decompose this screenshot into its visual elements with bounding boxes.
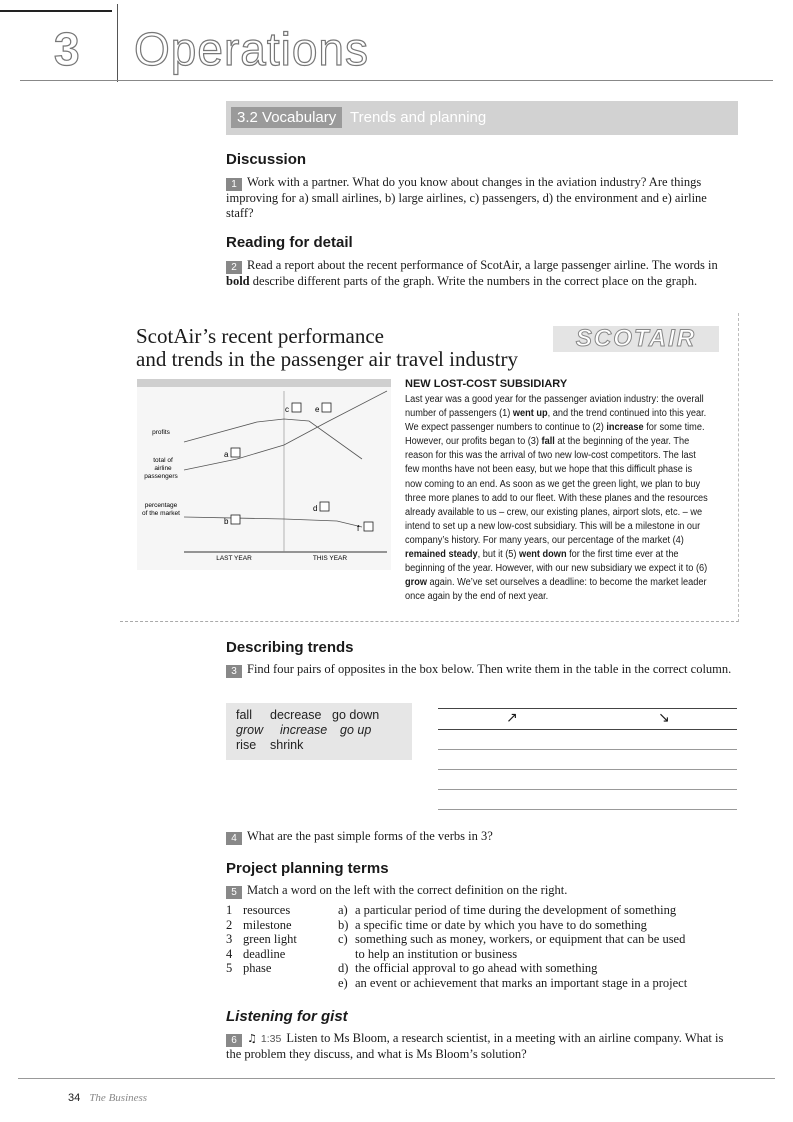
label-market-2: of the market	[142, 510, 180, 517]
listening-text	[226, 1031, 736, 1062]
table-answer-line[interactable]	[438, 809, 737, 810]
exercise-number: 3	[226, 665, 242, 678]
exercise-instruction: Match a word on the left with the correct definition on the right.	[247, 883, 568, 897]
word: rise	[236, 738, 257, 752]
track-number: 1:35	[260, 1033, 282, 1045]
article-keyword: increase	[606, 422, 644, 434]
down-arrow-icon: ↘	[658, 710, 670, 726]
term-item: 4 deadline	[226, 946, 286, 961]
chapter-number: 3	[54, 23, 80, 75]
article-title	[136, 325, 556, 371]
discussion-text	[226, 175, 736, 221]
exercise-instruction: Work with a partner. What do you know about changes in the aviation industry? Are things improving for a) small airlines, b) large airlines, c) passengers, d) the environment and e) airline staff?	[226, 175, 707, 220]
label-market-1: percentage	[144, 502, 178, 509]
exercise-number: 6	[226, 1034, 242, 1047]
audio-icon[interactable]: ♫	[247, 1032, 257, 1045]
article-text: , and the trend continued into this year. We expect passenger numbers to continue to (2)	[405, 408, 707, 434]
table-answer-line[interactable]	[438, 789, 737, 790]
table-top-rule	[438, 708, 737, 709]
label-passengers-2: airline	[154, 465, 172, 472]
x-label-this-year: THIS YEAR	[312, 555, 348, 562]
term-item: 2 milestone	[226, 917, 292, 932]
exercise-instruction: What are the past simple forms of the verbs in 3?	[247, 829, 493, 843]
performance-graph	[137, 387, 391, 570]
exercise-number: 1	[226, 178, 242, 191]
article-body	[405, 393, 709, 604]
article-title-line: ScotAir’s recent performance	[136, 324, 385, 348]
article-title-line: and trends in the passenger air travel industry	[136, 347, 518, 371]
label-profits: profits	[152, 429, 170, 436]
word: shrink	[270, 738, 304, 752]
exercise-instruction: Listen to Ms Bloom, a research scientist, in a meeting with an airline company. What is the problem they discuss, and what is Ms Bloom’s solution?	[226, 1031, 724, 1061]
footer-rule	[18, 1078, 775, 1079]
exercise-instruction: Find four pairs of opposites in the box below. Then write them in the table in the correct column.	[247, 662, 732, 676]
box-label-b: b	[224, 517, 229, 526]
section-banner	[226, 101, 738, 135]
article-text: at the beginning of the year. The reason for this was the arrival of two new low-cost competitors. The last few months have not been easy, but we hope that this difficult phase is now coming to an end. As soon as we get the green light, we plan to buy three more planes to add to our fleet. With these planes and the resources already available to us – crew, our existing planes, airport slots, etc. – we intend to set up a new low-cost subsidiary. This will be a milestone in our company’s history. For many years, our percentage of the market (4)	[405, 436, 708, 546]
article-headline: NEW LOST-COST SUBSIDIARY	[405, 378, 568, 390]
definition-item: c) something such as money, workers, or equipment that can be used	[338, 932, 686, 947]
article-text: Last year was a good year for the passenger aviation industry: the overall number of passengers (1)	[405, 394, 704, 420]
box-label-e: e	[315, 405, 320, 414]
word-box	[226, 703, 412, 760]
box-label-f: f	[357, 524, 360, 533]
listening-heading: Listening for gist	[226, 1008, 348, 1025]
answer-box-b	[231, 515, 240, 524]
word: grow	[236, 723, 264, 737]
question-4	[226, 829, 736, 845]
article-keyword: remained steady	[405, 549, 478, 561]
answer-box-a	[231, 448, 240, 457]
label-passengers-1: total of	[153, 457, 173, 464]
chapter-title: Operations	[134, 23, 370, 75]
definition-item: to help an institution or business	[355, 946, 518, 961]
article-text: , but it (5)	[477, 549, 520, 561]
exercise-number: 5	[226, 886, 242, 899]
article-keyword: went down	[519, 549, 567, 561]
reading-text	[226, 258, 736, 289]
header-baseline	[20, 80, 773, 81]
answer-box-c	[292, 403, 301, 412]
term-item: 1 resources	[226, 903, 291, 917]
article-keyword: went up	[512, 408, 548, 420]
scotair-logo: SCOTAIR	[553, 326, 719, 352]
header-rule	[0, 10, 112, 12]
word: go down	[332, 708, 380, 722]
instruction-bold: bold	[226, 274, 250, 288]
word: go up	[340, 723, 372, 737]
book-title: The Business	[89, 1092, 148, 1104]
article-text: for some time. However, our profits began to (3)	[405, 422, 705, 448]
describing-heading: Describing trends	[226, 639, 354, 656]
reading-heading: Reading for detail	[226, 234, 353, 251]
article-text: for the first time ever at the beginning of the year. However, with our new subsidiary we expect it to (6)	[405, 549, 708, 575]
table-answer-line[interactable]	[438, 769, 737, 770]
article-keyword: grow	[405, 577, 427, 589]
box-label-a: a	[224, 450, 229, 459]
article-keyword: fall	[541, 436, 555, 448]
box-label-c: c	[285, 405, 289, 414]
project-text	[226, 883, 736, 899]
page-number: 34	[68, 1092, 81, 1104]
discussion-heading: Discussion	[226, 151, 307, 168]
table-answer-line[interactable]	[438, 749, 737, 750]
word: decrease	[270, 708, 322, 722]
section-label: 3.2 Vocabulary	[231, 107, 342, 128]
term-item: 5 phase	[226, 961, 272, 976]
exercise-number: 2	[226, 261, 242, 274]
word: increase	[280, 723, 328, 737]
instruction-part: describe different parts of the graph. Write the numbers in the correct place on the graph.	[249, 274, 698, 288]
x-label-last-year: LAST YEAR	[216, 555, 252, 562]
word: fall	[236, 708, 252, 722]
project-heading: Project planning terms	[226, 860, 389, 877]
term-list	[226, 903, 297, 976]
table-header-rule	[438, 729, 737, 730]
section-topic: Trends and planning	[350, 109, 487, 126]
definition-item: b) a specific time or date by which you have to do something	[338, 917, 647, 932]
box-label-d: d	[313, 504, 318, 513]
graph-header-bar	[137, 379, 391, 387]
definition-list	[338, 903, 738, 991]
answer-box-f	[364, 522, 373, 531]
up-arrow-icon: ↗	[506, 710, 518, 726]
definition-item: a) a particular period of time during the development of something	[338, 903, 677, 917]
answer-box-d	[320, 502, 329, 511]
definition-item: d) the official approval to go ahead with something	[338, 961, 598, 976]
describing-text	[226, 662, 736, 678]
header-divider	[117, 4, 118, 82]
label-passengers-3: passengers	[144, 473, 178, 480]
article-text: again. We’ve set ourselves a deadline: to become the market leader once again by the end of next year.	[405, 577, 707, 603]
term-item: 3 green light	[226, 932, 297, 947]
answer-box-e	[322, 403, 331, 412]
footer	[68, 1092, 147, 1104]
instruction-part: Read a report about the recent performance of ScotAir, a large passenger airline. The words in	[247, 258, 718, 272]
exercise-number: 4	[226, 832, 242, 845]
definition-item: e) an event or achievement that marks an important stage in a project	[338, 975, 688, 990]
